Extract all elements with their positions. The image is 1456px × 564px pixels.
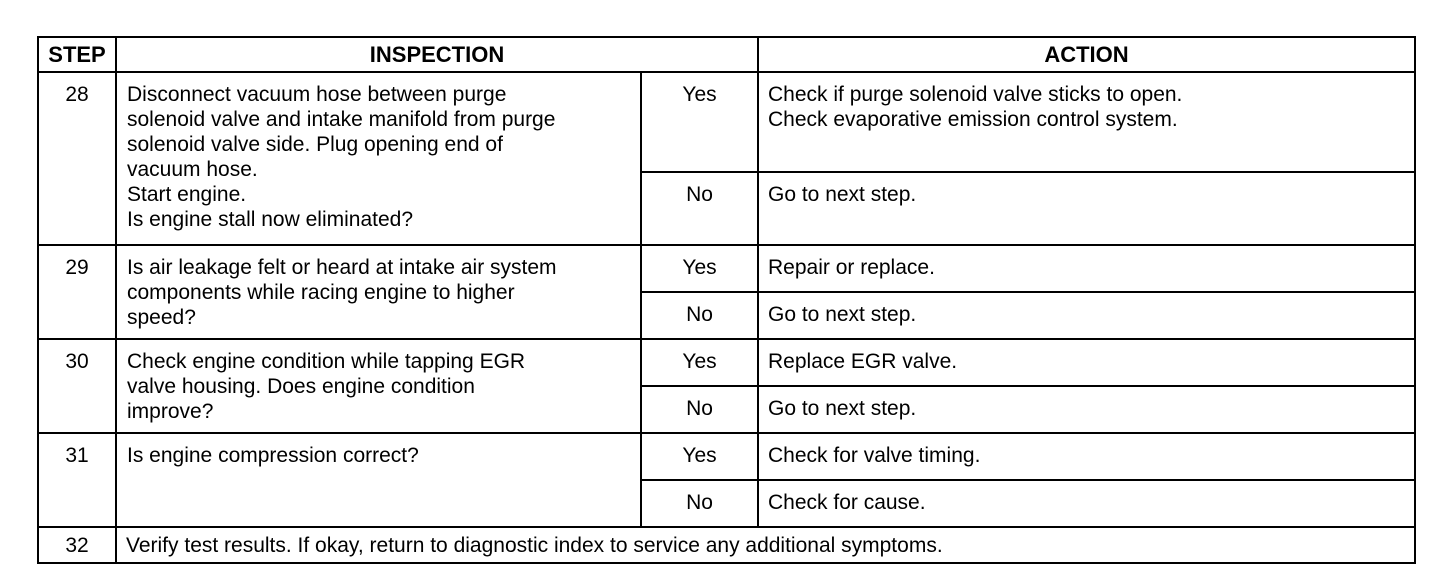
action-line: Check evaporative emission control system.	[768, 108, 1178, 131]
table-row	[38, 72, 1415, 172]
action-no: Check for cause.	[758, 480, 1415, 527]
header-action: ACTION	[758, 37, 1415, 72]
step-number: 31	[38, 433, 116, 527]
inspection-line: solenoid valve and intake manifold from purge	[127, 108, 556, 131]
inspection-line: valve housing. Does engine condition	[127, 375, 475, 398]
inspection-line: improve?	[127, 400, 214, 423]
answer-yes: Yes	[641, 72, 758, 172]
answer-no: No	[641, 172, 758, 245]
action-no: Go to next step.	[758, 292, 1415, 339]
diagnostic-table	[37, 36, 1416, 564]
inspection-line: Is engine stall now eliminated?	[127, 208, 414, 231]
action-no: Go to next step.	[758, 386, 1415, 433]
header-inspection: INSPECTION	[116, 37, 758, 72]
inspection-line: Start engine.	[127, 183, 247, 206]
step-number: 28	[38, 72, 116, 245]
table-row	[38, 433, 1415, 480]
inspection-line: components while racing engine to higher	[127, 281, 515, 304]
inspection-line: speed?	[127, 306, 196, 329]
answer-yes: Yes	[641, 245, 758, 292]
inspection-text	[116, 339, 641, 433]
inspection-line: Is engine compression correct?	[127, 444, 419, 467]
action-yes: Repair or replace.	[758, 245, 1415, 292]
action-yes: Check for valve timing.	[758, 433, 1415, 480]
answer-yes: Yes	[641, 433, 758, 480]
action-yes: Replace EGR valve.	[758, 339, 1415, 386]
action-no: Go to next step.	[758, 172, 1415, 245]
step-number: 30	[38, 339, 116, 433]
inspection-line: Is air leakage felt or heard at intake air system	[127, 256, 557, 279]
action-line: Check if purge solenoid valve sticks to open.	[768, 83, 1183, 106]
answer-no: No	[641, 292, 758, 339]
step-number: 29	[38, 245, 116, 339]
inspection-line: solenoid valve side. Plug opening end of	[127, 133, 503, 156]
inspection-line: Check engine condition while tapping EGR	[127, 350, 526, 373]
answer-yes: Yes	[641, 339, 758, 386]
table-row	[38, 245, 1415, 292]
inspection-text	[116, 245, 641, 339]
action-yes	[758, 72, 1415, 172]
inspection-line: Disconnect vacuum hose between purge	[127, 83, 507, 106]
inspection-text	[116, 72, 641, 245]
inspection-line: vacuum hose.	[127, 158, 258, 181]
header-step: STEP	[38, 37, 116, 72]
inspection-text	[116, 433, 641, 527]
final-instruction: Verify test results. If okay, return to diagnostic index to service any additional symptoms.	[116, 527, 1415, 563]
table-header-row	[38, 37, 1415, 72]
answer-no: No	[641, 386, 758, 433]
step-number: 32	[38, 527, 116, 563]
table-row-final	[38, 527, 1415, 563]
answer-no: No	[641, 480, 758, 527]
table-row	[38, 339, 1415, 386]
